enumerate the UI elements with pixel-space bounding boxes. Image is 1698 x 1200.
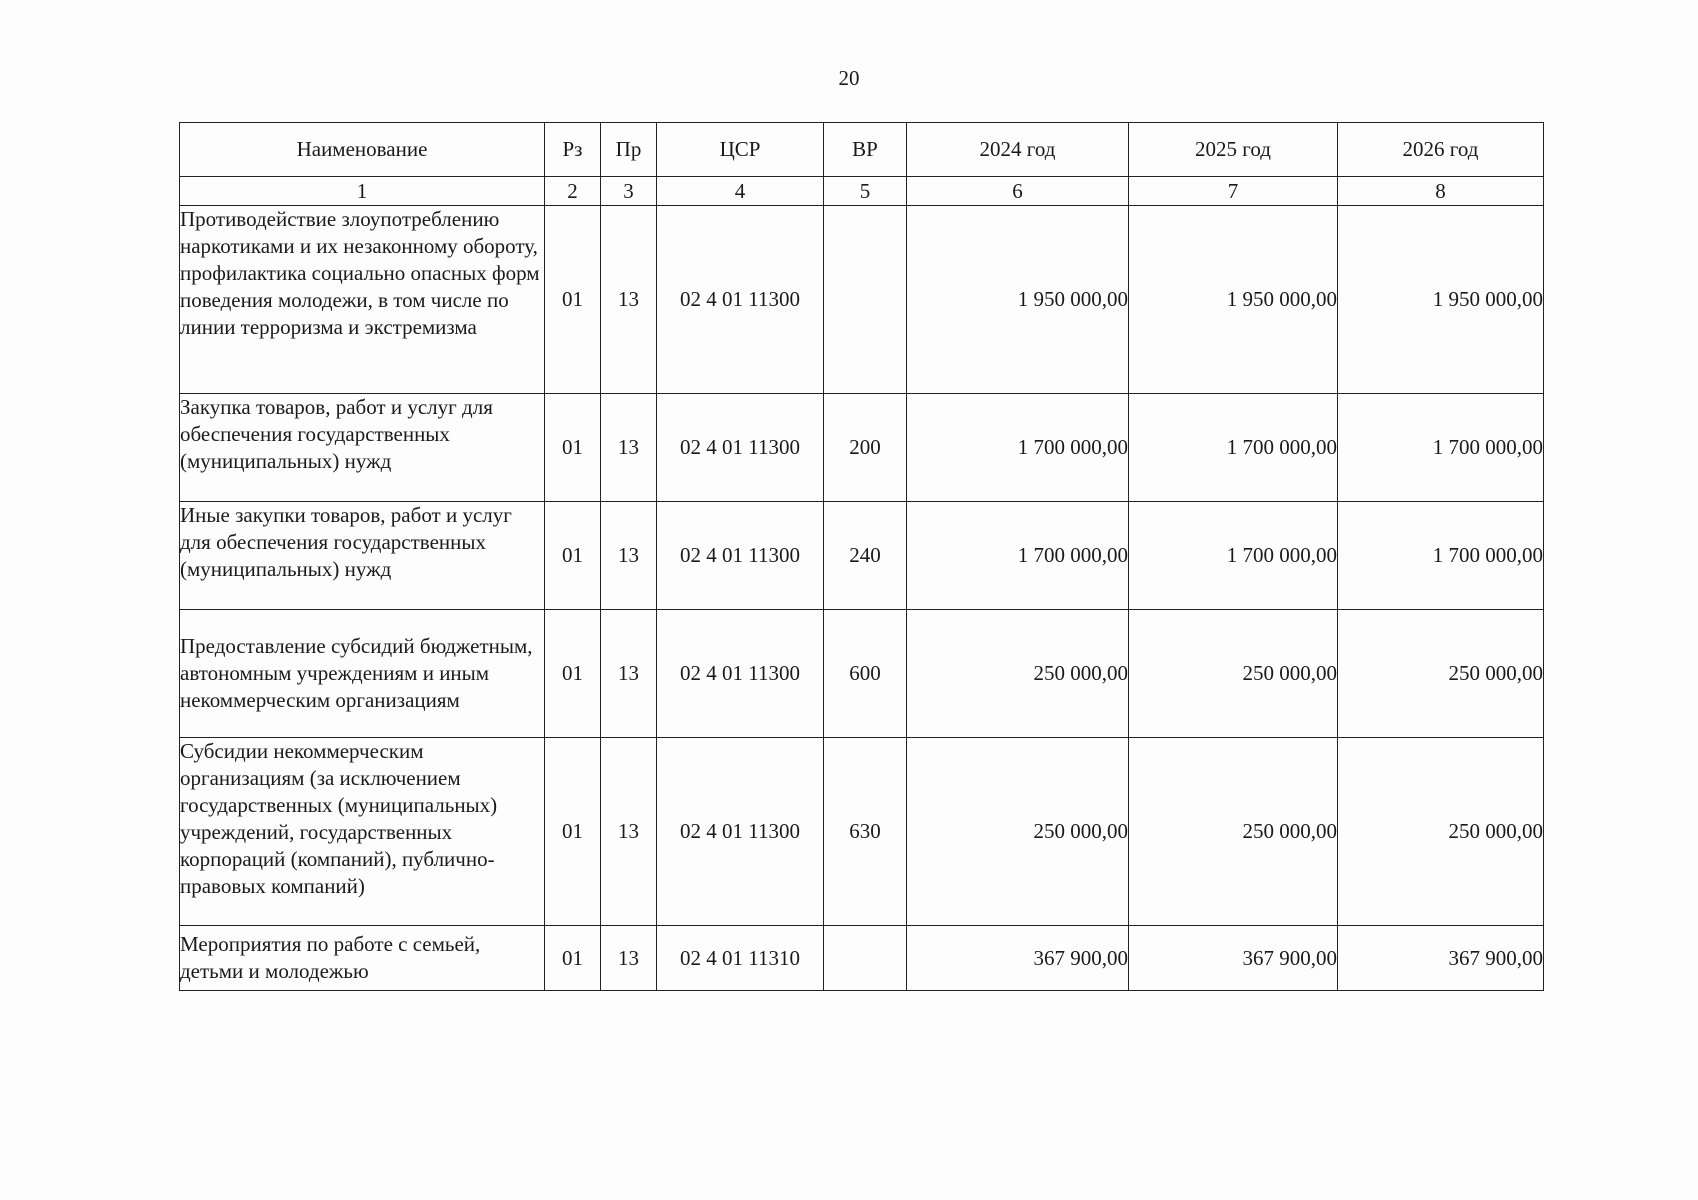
row-csr: 02 4 01 11310 xyxy=(657,926,824,991)
row-2025: 250 000,00 xyxy=(1129,610,1338,738)
row-pr: 13 xyxy=(601,738,657,926)
row-2024: 1 700 000,00 xyxy=(907,502,1129,610)
row-vr xyxy=(824,206,907,394)
column-number: 1 xyxy=(180,177,545,206)
header-name: Наименование xyxy=(180,123,545,177)
column-number: 4 xyxy=(657,177,824,206)
row-2026: 1 700 000,00 xyxy=(1338,502,1544,610)
row-2024: 367 900,00 xyxy=(907,926,1129,991)
row-rz: 01 xyxy=(545,926,601,991)
header-2026: 2026 год xyxy=(1338,123,1544,177)
table-row xyxy=(180,502,1544,610)
row-rz: 01 xyxy=(545,206,601,394)
row-2024: 250 000,00 xyxy=(907,738,1129,926)
table-row xyxy=(180,610,1544,738)
row-2025: 1 700 000,00 xyxy=(1129,394,1338,502)
budget-table xyxy=(179,122,1544,991)
row-csr: 02 4 01 11300 xyxy=(657,394,824,502)
column-number-row xyxy=(180,177,1544,206)
row-2024: 1 700 000,00 xyxy=(907,394,1129,502)
row-csr: 02 4 01 11300 xyxy=(657,206,824,394)
table-row xyxy=(180,738,1544,926)
row-vr: 200 xyxy=(824,394,907,502)
row-2025: 367 900,00 xyxy=(1129,926,1338,991)
header-2025: 2025 год xyxy=(1129,123,1338,177)
row-2024: 250 000,00 xyxy=(907,610,1129,738)
row-rz: 01 xyxy=(545,502,601,610)
row-vr: 240 xyxy=(824,502,907,610)
row-pr: 13 xyxy=(601,206,657,394)
column-number: 3 xyxy=(601,177,657,206)
row-name: Противодействие злоупотреблению наркотиками и их незаконному обороту, профилактика социально опасных форм поведения молодежи, в том числе по линии терроризма и экстремизма xyxy=(180,206,545,394)
column-number: 8 xyxy=(1338,177,1544,206)
column-number: 5 xyxy=(824,177,907,206)
row-2025: 250 000,00 xyxy=(1129,738,1338,926)
row-vr: 630 xyxy=(824,738,907,926)
row-vr: 600 xyxy=(824,610,907,738)
row-name: Мероприятия по работе с семьей, детьми и молодежью xyxy=(180,926,545,991)
header-rz: Рз xyxy=(545,123,601,177)
row-rz: 01 xyxy=(545,394,601,502)
row-pr: 13 xyxy=(601,610,657,738)
row-2025: 1 950 000,00 xyxy=(1129,206,1338,394)
row-csr: 02 4 01 11300 xyxy=(657,738,824,926)
table-row xyxy=(180,926,1544,991)
table-row xyxy=(180,394,1544,502)
page-number: 20 xyxy=(838,66,860,90)
row-name: Предоставление субсидий бюджетным, автономным учреждениям и иным некоммерческим организациям xyxy=(180,610,545,738)
header-pr: Пр xyxy=(601,123,657,177)
table-row xyxy=(180,206,1544,394)
row-2026: 250 000,00 xyxy=(1338,738,1544,926)
row-pr: 13 xyxy=(601,926,657,991)
column-number: 7 xyxy=(1129,177,1338,206)
row-2026: 367 900,00 xyxy=(1338,926,1544,991)
column-number: 2 xyxy=(545,177,601,206)
row-2025: 1 700 000,00 xyxy=(1129,502,1338,610)
row-name: Субсидии некоммерческим организациям (за исключением государственных (муниципальных) учреждений, государственных корпораций (компаний), публично-правовых компаний) xyxy=(180,738,545,926)
row-2026: 1 700 000,00 xyxy=(1338,394,1544,502)
row-name: Иные закупки товаров, работ и услуг для обеспечения государственных (муниципальных) нужд xyxy=(180,502,545,610)
row-csr: 02 4 01 11300 xyxy=(657,502,824,610)
header-vr: ВР xyxy=(824,123,907,177)
row-rz: 01 xyxy=(545,738,601,926)
row-rz: 01 xyxy=(545,610,601,738)
row-csr: 02 4 01 11300 xyxy=(657,610,824,738)
row-name: Закупка товаров, работ и услуг для обеспечения государственных (муниципальных) нужд xyxy=(180,394,545,502)
row-2026: 1 950 000,00 xyxy=(1338,206,1544,394)
row-vr xyxy=(824,926,907,991)
header-2024: 2024 год xyxy=(907,123,1129,177)
row-2024: 1 950 000,00 xyxy=(907,206,1129,394)
row-pr: 13 xyxy=(601,502,657,610)
row-pr: 13 xyxy=(601,394,657,502)
header-csr: ЦСР xyxy=(657,123,824,177)
column-number: 6 xyxy=(907,177,1129,206)
header-row xyxy=(180,123,1544,177)
row-2026: 250 000,00 xyxy=(1338,610,1544,738)
